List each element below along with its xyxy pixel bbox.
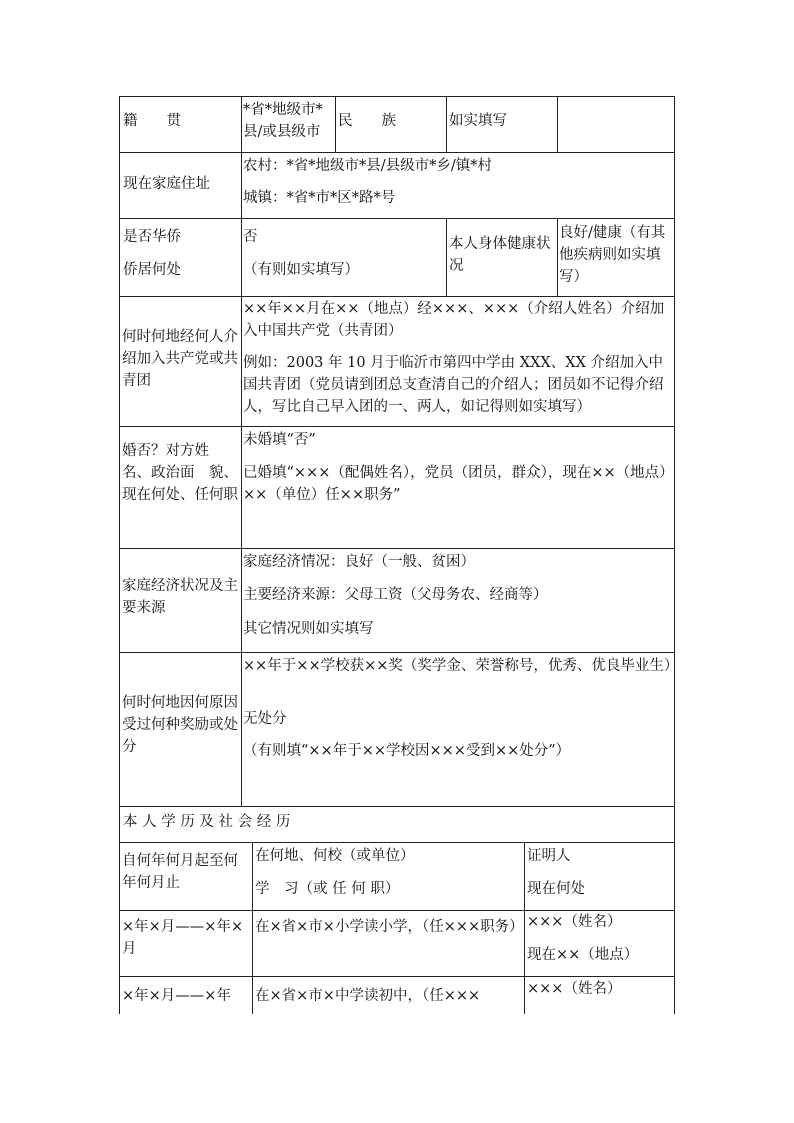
row-divider [119, 152, 674, 153]
overseas-label: 是否华侨 [123, 229, 181, 245]
row-divider [119, 426, 674, 427]
row-divider [119, 548, 674, 549]
table-border-left [119, 96, 120, 1014]
row-divider [119, 296, 674, 297]
row-divider [119, 652, 674, 653]
history-row-place: 在×省×市×中学读初中，（任××× [255, 988, 481, 1004]
party-template: ××年××月在××（地点）经×××、×××（介绍人姓名）介绍加入中国共产党（共青团） [243, 301, 665, 339]
native-place-value: *省*地级市*县/或县级市 [243, 102, 323, 140]
ethnicity-label: 民 族 [338, 113, 396, 129]
marriage-label: 婚否？对方姓 名、政治面 貌、 现在何处、任何职 [122, 443, 246, 503]
overseas-value: 否 [243, 229, 258, 245]
table-border-top [119, 96, 674, 97]
ethnicity-value: 如实填写 [449, 113, 507, 129]
home-address-rural: 农村：*省*地级市*县/县级市*乡/镇*村 [243, 158, 493, 174]
economy-other: 其它情况则如实填写 [243, 621, 374, 637]
history-title: 本 人 学 历 及 社 会 经 历 [123, 814, 291, 830]
awards-award: ××年于××学校获××奖（奖学金、荣誉称号，优秀、优良毕业生） [243, 658, 679, 674]
overseas-residence-value: （有则如实填写） [243, 262, 359, 278]
home-address-label: 现在家庭住址 [123, 176, 210, 192]
history-col-witness-1: 证明人 [527, 848, 571, 864]
overseas-residence-label: 侨居何处 [123, 262, 181, 278]
party-example: 例如：2003 年 10 月于临沂市第四中学由 XXX、XX 介绍加入中国共青团（党员请到团总支查清自己的介绍人；团员如不记得介绍人，写比自己早入团的一、两人，如记得则如实填写） [243, 355, 664, 415]
row-divider [119, 842, 674, 843]
awards-no-penalty: 无处分 [243, 711, 287, 727]
row-divider [119, 218, 674, 219]
awards-penalty: （有则填“××年于××学校因×××受到××处分”） [243, 743, 571, 759]
party-label: 何时何地经何人介绍加入共产党或共青团 [122, 329, 238, 389]
col-divider [446, 96, 447, 152]
row-divider [119, 910, 674, 911]
history-row-witness: ×××（姓名） [527, 914, 622, 930]
history-row-witness: ×××（姓名） [527, 981, 622, 997]
history-row-period: ×年×月——×年×月 [122, 919, 244, 957]
marriage-unmarried: 未婚填“否” [243, 432, 316, 448]
economy-label: 家庭经济状况及主要来源 [122, 578, 238, 616]
history-col-period: 自何年何月起至何年何月止 [122, 853, 238, 891]
awards-label: 何时何地因何原因受过何种奖励或处分 [122, 695, 238, 755]
health-value: 良好/健康（有其他疾病则如实填写） [559, 225, 666, 285]
health-label: 本人身体健康状况 [449, 236, 551, 274]
history-row-period: ×年×月——×年 [122, 988, 231, 1004]
home-address-urban: 城镇：*省*市*区*路*号 [243, 190, 396, 206]
col-divider [241, 96, 242, 806]
history-col-witness-2: 现在何处 [527, 881, 585, 897]
native-place-label: 籍 贯 [123, 113, 181, 129]
history-col-place-2: 学 习（或 任 何 职） [255, 881, 400, 897]
col-divider [446, 218, 447, 296]
marriage-married: 已婚填“×××（配偶姓名），党员（团员，群众），现在××（地点）××（单位）任××职务” [243, 465, 667, 503]
history-row-place: 在×省×市×小学读小学，（任×××职务） [255, 919, 524, 935]
col-divider [252, 842, 253, 1014]
history-col-place-1: 在何地、何校（或单位） [255, 848, 415, 864]
history-row-location: 现在××（地点） [527, 947, 639, 963]
col-divider [557, 218, 558, 296]
economy-condition: 家庭经济情况：良好（一般、贫困） [243, 554, 475, 570]
economy-source: 主要经济来源：父母工资（父母务农、经商等） [243, 587, 548, 603]
row-divider [119, 976, 674, 977]
row-divider [119, 806, 674, 807]
col-divider [557, 96, 558, 152]
